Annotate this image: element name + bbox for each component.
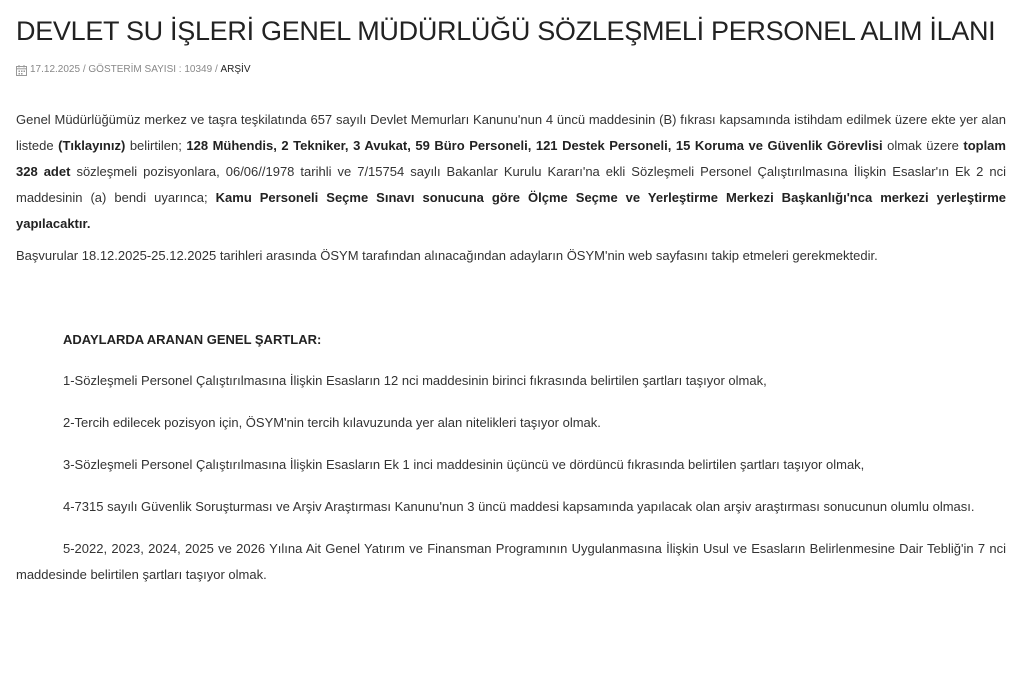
- requirement-item: 4-7315 sayılı Güvenlik Soruşturması ve Arşiv Araştırması Kanunu'nun 3 üncü maddesi kapsamında yapılacak olan arşiv araştırması sonucunun olumlu olması.: [63, 499, 975, 514]
- intro-text: sözleşmeli pozisyonlara, 06/06//1978 tarihli ve 7/15754 sayılı Bakanlar Kurulu Kararı'na ekli Sözleşmeli Personel Çalıştırılmasına İlişkin Esaslar'ın Ek 2 nci maddesinin (a) bendi uyarınca;: [16, 164, 1006, 205]
- requirements-section: [16, 327, 1006, 588]
- article-body: [16, 107, 1006, 588]
- page-title: DEVLET SU İŞLERİ GENEL MÜDÜRLÜĞÜ SÖZLEŞMELİ PERSONEL ALIM İLANI: [16, 16, 996, 46]
- view-count: GÖSTERİM SAYISI : 10349: [88, 64, 213, 75]
- application-paragraph: Başvurular 18.12.2025-25.12.2025 tarihleri arasında ÖSYM tarafından alınacağından adayların ÖSYM'nin web sayfasını takip etmeleri gerekmektedir.: [16, 248, 878, 263]
- article-meta: [16, 63, 1006, 77]
- requirement-item: 1-Sözleşmeli Personel Çalıştırılmasına İlişkin Esasların 12 nci maddesinin birinci fıkrasında belirtilen şartları taşıyor olmak,: [63, 373, 767, 388]
- requirement-item: 5-2022, 2023, 2024, 2025 ve 2026 Yılına Ait Genel Yatırım ve Finansman Programının Uygulanmasına İlişkin Usul ve Esasların Belirlenmesine Dair Tebliğ'in 7 nci maddesinde belirtilen şartları taşıyor olmak.: [16, 541, 1006, 582]
- calendar-icon: [16, 65, 27, 76]
- attachment-link[interactable]: (Tıklayınız): [58, 138, 126, 153]
- intro-paragraph: [16, 107, 1006, 237]
- total-positions: toplam 328 adet: [16, 138, 1006, 179]
- requirement-item: 3-Sözleşmeli Personel Çalıştırılmasına İlişkin Esasların Ek 1 inci maddesinin üçüncü ve dördüncü fıkrasında belirtilen şartları taşıyor olmak,: [63, 457, 865, 472]
- placement-note: Kamu Personeli Seçme Sınavı sonucuna göre Ölçme Seçme ve Yerleştirme Merkezi Başkanlığı'nca merkezi yerleştirme yapılacaktır.: [16, 190, 1006, 231]
- intro-text: olmak üzere: [882, 138, 964, 153]
- meta-separator: /: [82, 64, 86, 75]
- publish-date: 17.12.2025: [30, 64, 81, 75]
- requirement-item: 2-Tercih edilecek pozisyon için, ÖSYM'nin tercih kılavuzunda yer alan nitelikleri taşıyor olmak.: [63, 415, 601, 430]
- category-link[interactable]: ARŞİV: [220, 64, 251, 75]
- intro-text: Genel Müdürlüğümüz merkez ve taşra teşkilatında 657 sayılı Devlet Memurları Kanunu'nun 4 üncü maddesinin (B) fıkrası kapsamında istihdam edilmek üzere ekte yer alan listede: [16, 112, 1006, 153]
- intro-text: belirtilen;: [125, 138, 187, 153]
- meta-separator: /: [214, 64, 218, 75]
- requirements-heading: ADAYLARDA ARANAN GENEL ŞARTLAR:: [63, 332, 322, 347]
- positions-summary: 128 Mühendis, 2 Tekniker, 3 Avukat, 59 Büro Personeli, 121 Destek Personeli, 15 Koruma ve Güvenlik Görevlisi: [186, 138, 883, 153]
